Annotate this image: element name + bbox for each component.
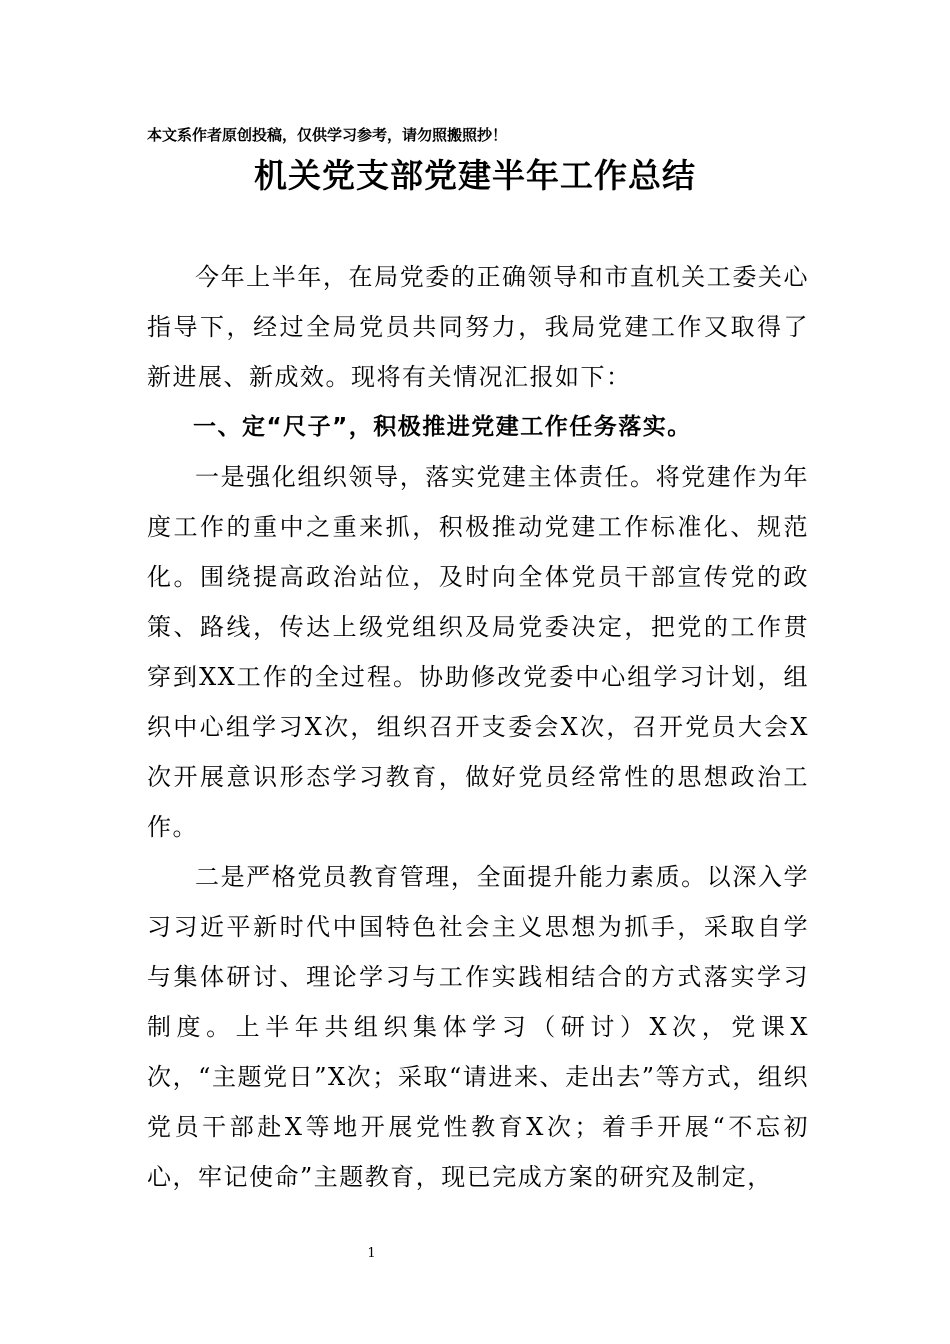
body-paragraph: 二是严格党员教育管理，全面提升能力素质。以深入学习习近平新时代中国特色社会主义思想为抓手，采取自学与集体研讨、理论学习与工作实践相结合的方式落实学习制度。上半年共组织集体学习（研讨）X次，党课X次，“主题党日”X次；采取“请进来、走出去”等方式，组织党员干部赴X等地开展党性教育X次；着手开展“不忘初心，牢记使命”主题教育，现已完成方案的研究及制定， bbox=[147, 863, 809, 1191]
section-heading-1: 一、定“尺子”，积极推进党建工作任务落实。 bbox=[193, 414, 692, 440]
document-body bbox=[147, 252, 809, 1202]
document-title: 机关党支部党建半年工作总结 bbox=[254, 156, 696, 195]
intro-paragraph: 今年上半年，在局党委的正确领导和市直机关工委关心指导下，经过全局党员共同努力，我局党建工作又取得了新进展、新成效。现将有关情况汇报如下： bbox=[147, 263, 809, 391]
body-paragraph: 一是强化组织领导，落实党建主体责任。将党建作为年度工作的重中之重来抓，积极推动党建工作标准化、规范化。围绕提高政治站位，及时向全体党员干部宣传党的政策、路线，传达上级党组织及局党委决定，把党的工作贯穿到XX工作的全过程。协助修改党委中心组学习计划，组织中心组学习X次，组织召开支委会X次，召开党员大会X次开展意识形态学习教育，做好党员经常性的思想政治工作。 bbox=[147, 463, 809, 841]
copyright-notice: 本文系作者原创投稿，仅供学习参考，请勿照搬照抄！ bbox=[147, 126, 508, 144]
page-number: 1 bbox=[367, 1246, 376, 1261]
